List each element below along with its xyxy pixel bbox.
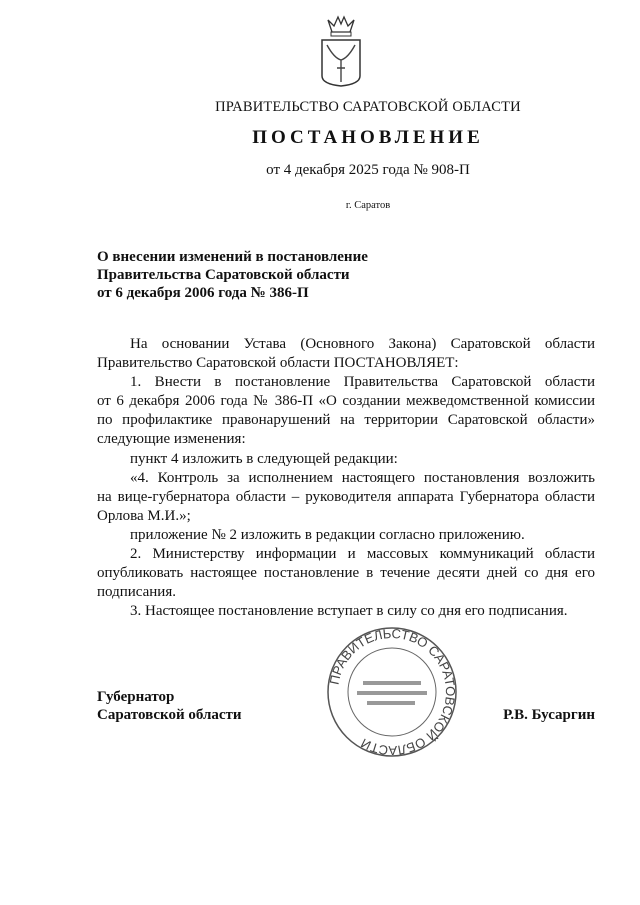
subject-line: Правительства Саратовской области [97, 267, 350, 283]
signature-block [97, 625, 595, 759]
paragraph-line: пункт 4 изложить в следующей редакции: [130, 450, 398, 467]
government-name: ПРАВИТЕЛЬСТВО САРАТОВСКОЙ ОБЛАСТИ [215, 99, 521, 115]
coat-of-arms-icon [318, 12, 364, 88]
paragraph-line: Правительство Саратовской области ПОСТАНОВЛЯЕТ: [97, 355, 459, 372]
paragraph-line: по профилактике правонарушений на территории Саратовской области» [97, 412, 595, 429]
signatory-name: Р.В. Бусаргин [503, 707, 595, 724]
paragraph-line: 3. Настоящее постановление вступает в силу со дня его подписания. [130, 603, 568, 620]
paragraph-line: 2. Министерству информации и массовых коммуникаций области [130, 546, 595, 563]
paragraph-line: подписания. [97, 584, 176, 601]
signatory-position [97, 688, 242, 724]
paragraph-line: приложение № 2 изложить в редакции согласно приложению. [130, 526, 525, 543]
official-stamp [325, 625, 459, 759]
paragraph-line: опубликовать настоящее постановление в течение десяти дней со дня его [97, 565, 595, 582]
stamp-ring-text: ПРАВИТЕЛЬСТВО САРАТОВСКОЙ ОБЛАСТИ [326, 626, 459, 759]
paragraph-line: от 6 декабря 2006 года № 386-П «О создании межведомственной комиссии [97, 393, 595, 410]
document-body [97, 335, 595, 621]
position-line: Губернатор [97, 689, 175, 706]
subject-line: от 6 декабря 2006 года № 386-П [97, 285, 309, 301]
subject-line: О внесении изменений в постановление [97, 249, 368, 265]
paragraph-line: 1. Внести в постановление Правительства Саратовской области [130, 374, 595, 391]
city: г. Саратов [345, 200, 391, 211]
paragraph-line: На основании Устава (Основного Закона) Саратовской области [130, 336, 595, 352]
position-line: Саратовской области [97, 707, 242, 724]
paragraph-line: «4. Контроль за исполнением настоящего постановления возложить [130, 469, 595, 486]
document-type: ПОСТАНОВЛЕНИЕ [252, 127, 484, 148]
paragraph-line: на вице-губернатора области – руководителя аппарата Губернатора области [97, 488, 595, 505]
paragraph-line: Орлова М.И.»; [97, 507, 191, 524]
document-date-number: от 4 декабря 2025 года № 908-П [266, 162, 470, 178]
document-subject [97, 248, 595, 302]
paragraph-line: следующие изменения: [97, 431, 246, 448]
